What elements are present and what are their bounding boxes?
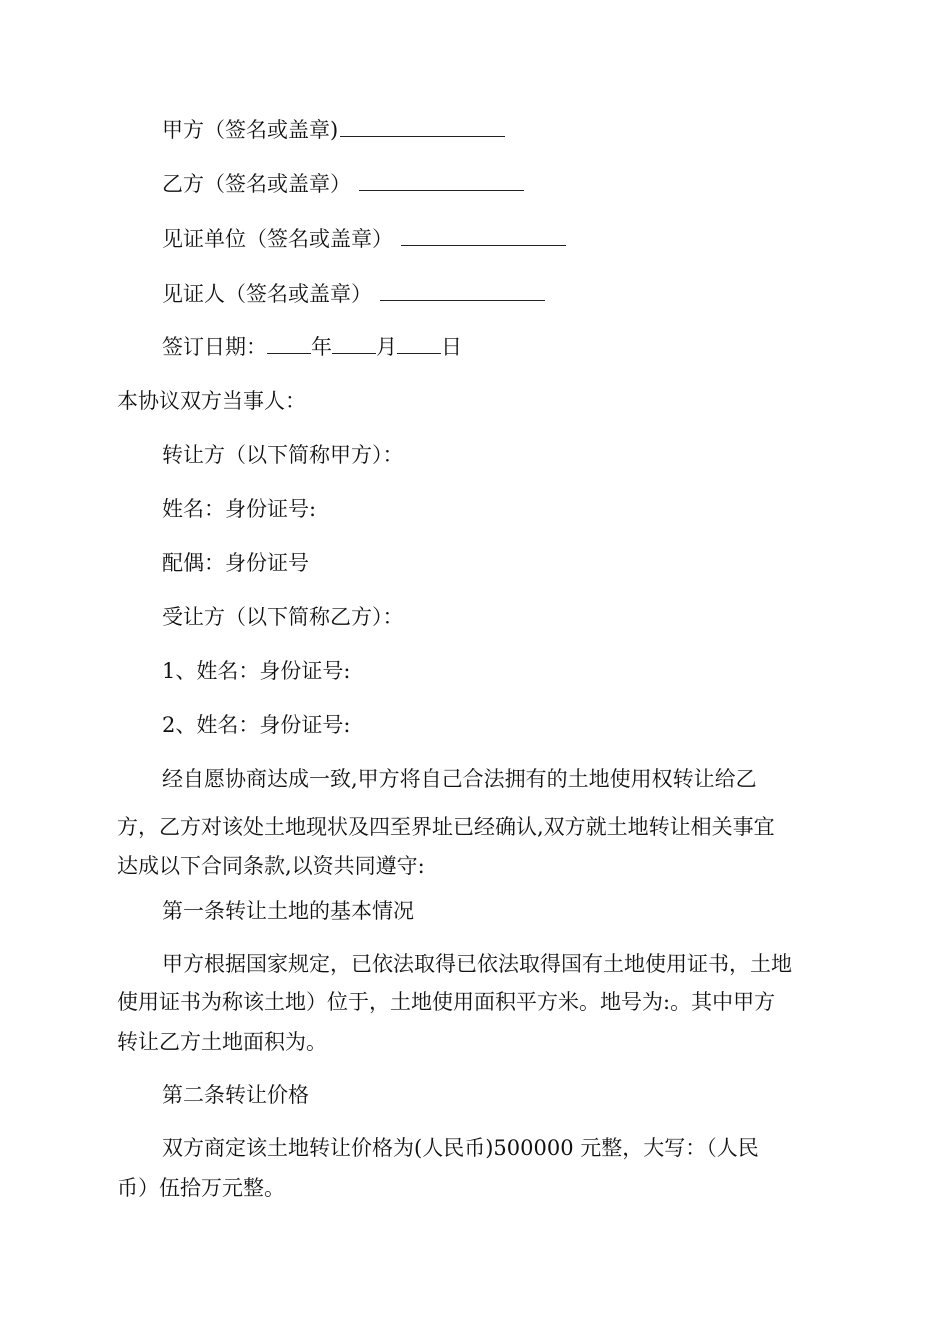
witness-person-signature-label: 见证人（签名或盖章） (162, 282, 372, 306)
month-label: 月 (376, 335, 397, 359)
party-a-signature-line (162, 115, 882, 145)
transferor-heading: 转让方（以下简称甲方）： (162, 443, 404, 467)
witness-person-signature-blank (380, 280, 545, 301)
article-1-line-2: 使用证书为称该土地）位于，土地使用面积平方米。地号为:。其中甲方 (117, 990, 776, 1014)
article-2-paragraph (117, 1133, 837, 1221)
transferor-name-id: 姓名：身份证号: (162, 497, 317, 521)
intro-line-2: 方，乙方对该处土地现状及四至界址已经确认,双方就土地转让相关事宜 (117, 815, 775, 839)
party-b-signature-label: 乙方（签名或盖章） (162, 172, 351, 196)
transferee-2-name-id: 2、姓名：身份证号: (162, 713, 351, 737)
article-2-line-1: 双方商定该土地转让价格为(人民币)500000 元整，大写：（人民 (162, 1136, 759, 1160)
article-2-line-2: 币）伍拾万元整。 (117, 1176, 285, 1200)
year-blank (267, 333, 311, 354)
signing-date-label: 签订日期： (162, 335, 267, 359)
article-1-line-3: 转让乙方土地面积为。 (117, 1030, 327, 1054)
day-label: 日 (441, 335, 462, 359)
intro-line-1: 经自愿协商达成一致,甲方将自己合法拥有的土地使用权转让给乙 (162, 767, 757, 791)
article-1-title: 第一条转让土地的基本情况 (162, 899, 414, 923)
article-1-paragraph (117, 949, 837, 1075)
party-a-signature-label: 甲方（签名或盖章) (162, 118, 339, 142)
transferee-1-name-id: 1、姓名：身份证号: (162, 659, 351, 683)
transferor-spouse-id: 配偶：身份证号 (162, 551, 309, 575)
intro-paragraph (117, 764, 837, 899)
party-a-signature-blank (340, 116, 505, 137)
parties-heading: 本协议双方当事人： (117, 389, 306, 413)
article-1-line-1: 甲方根据国家规定，已依法取得已依法取得国有土地使用证书，土地 (162, 952, 792, 976)
witness-person-signature-line (162, 279, 882, 309)
article-2-title: 第二条转让价格 (162, 1083, 309, 1107)
intro-line-3: 达成以下合同条款,以资共同遵守: (117, 854, 425, 878)
party-b-signature-blank (359, 170, 524, 191)
month-blank (332, 333, 376, 354)
signing-date-line (162, 332, 882, 362)
day-blank (397, 333, 441, 354)
witness-unit-signature-line (162, 224, 882, 254)
party-b-signature-line (162, 169, 882, 199)
transferee-heading: 受让方（以下简称乙方）： (162, 605, 404, 629)
year-label: 年 (311, 335, 332, 359)
witness-unit-signature-label: 见证单位（签名或盖章） (162, 227, 393, 251)
witness-unit-signature-blank (401, 225, 566, 246)
